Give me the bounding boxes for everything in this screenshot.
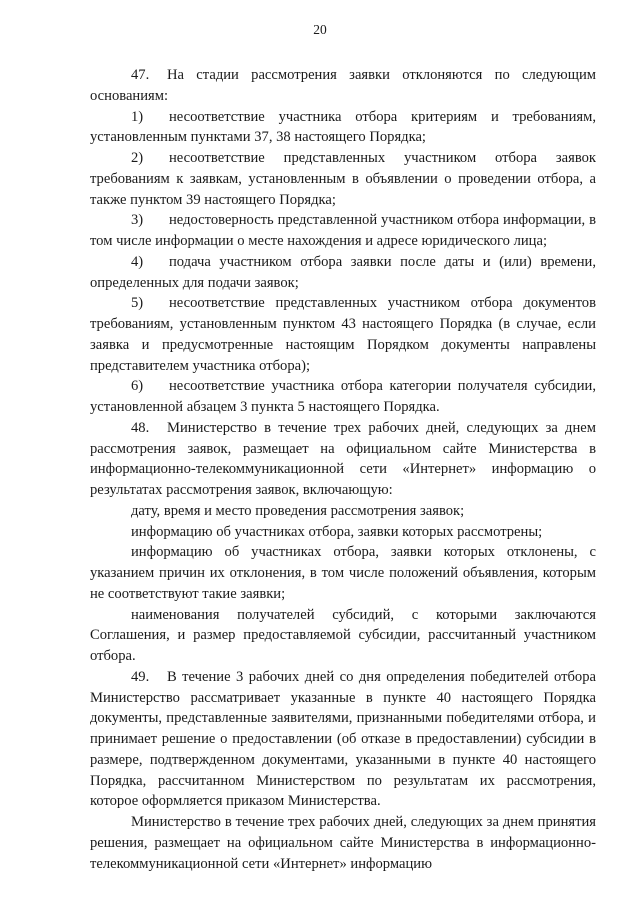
paragraph-47 bbox=[90, 65, 596, 107]
paragraph-47-number: 47. bbox=[131, 67, 150, 83]
list-item-text: несоответствие представленных участником отбора заявок требованиям к заявкам, установленным в объявлении о проведении отбора, а также пунктом 39 настоящего Порядка; bbox=[90, 150, 596, 208]
list-item: информацию об участниках отбора, заявки которых рассмотрены; bbox=[131, 523, 543, 540]
paragraph-48-text: Министерство в течение трех рабочих дней, следующих за днем рассмотрения заявок, размещает на официальном сайте Министерства в информационно-телекоммуникационной сети «Интернет» информацию о результатах рассмотрения заявок, включающую: bbox=[90, 419, 596, 498]
document-body bbox=[90, 65, 596, 874]
list-item bbox=[90, 252, 596, 294]
list-item-number: 5) bbox=[131, 295, 144, 312]
list-item-text: несоответствие участника отбора категории получателя субсидии, установленной абзацем 3 пункта 5 настоящего Порядка. bbox=[90, 378, 596, 415]
paragraph-49-text: В течение 3 рабочих дней со дня определения победителей отбора Министерство рассматривает указанные в пункте 40 настоящего Порядка документы, представленные заявителями, признанными победителями отбора, и принимает решение о предоставлении (об отказе в предоставлении) субсидии в размере, подтвержденном документами, указанными в пункте 40 настоящего Порядка, рассчитанном Министерством по результатам их рассмотрения, которое оформляется приказом Министерства. bbox=[90, 668, 596, 810]
paragraph-48-number: 48. bbox=[131, 419, 150, 436]
paragraph-47-text: На стадии рассмотрения заявки отклоняются по следующим основаниям: bbox=[90, 67, 596, 104]
list-item: дату, время и место проведения рассмотрения заявок; bbox=[131, 502, 465, 519]
paragraph-48 bbox=[90, 418, 596, 501]
list-item bbox=[90, 210, 596, 252]
list-item-text: несоответствие участника отбора критериям и требованиям, установленным пунктами 37, 38 настоящего Порядка; bbox=[90, 108, 596, 146]
list-item bbox=[90, 107, 596, 149]
list-item-text: подача участником отбора заявки после даты и (или) времени, определенных для подачи заявок; bbox=[90, 253, 596, 291]
list-item-number: 4) bbox=[131, 253, 144, 270]
list-item bbox=[90, 293, 596, 376]
list-item-text: недостоверность представленной участником отбора информации, в том числе информации о месте нахождения и адресе юридического лица; bbox=[90, 212, 596, 249]
list-item-number: 6) bbox=[131, 378, 144, 395]
list-item-number: 3) bbox=[131, 212, 144, 229]
paragraph-49-continuation: Министерство в течение трех рабочих дней, следующих за днем принятия решения, размещает на официальном сайте Министерства в информационно-телекоммуникационной сети «Интернет» информацию bbox=[90, 814, 596, 872]
list-item bbox=[90, 376, 596, 418]
list-item: наименования получателей субсидий, с которыми заключаются Соглашения, и размер предоставляемой субсидии, рассчитанный участником отбора. bbox=[90, 606, 596, 664]
list-item-text: несоответствие представленных участником отбора документов требованиям, установленным пунктом 43 настоящего Порядка (в случае, если заявка и предусмотренные настоящим Порядком документы направлены представителем участника отбора); bbox=[90, 295, 596, 374]
list-item-number: 1) bbox=[131, 108, 144, 125]
paragraph-49-number: 49. bbox=[131, 668, 150, 685]
list-item bbox=[90, 148, 596, 210]
page-number: 20 bbox=[313, 22, 327, 37]
list-item-number: 2) bbox=[131, 150, 144, 166]
paragraph-49 bbox=[90, 667, 596, 812]
list-item: информацию об участниках отбора, заявки которых отклонены, с указанием причин их отклонения, в том числе положений объявления, которым не соответствуют такие заявки; bbox=[90, 544, 596, 602]
